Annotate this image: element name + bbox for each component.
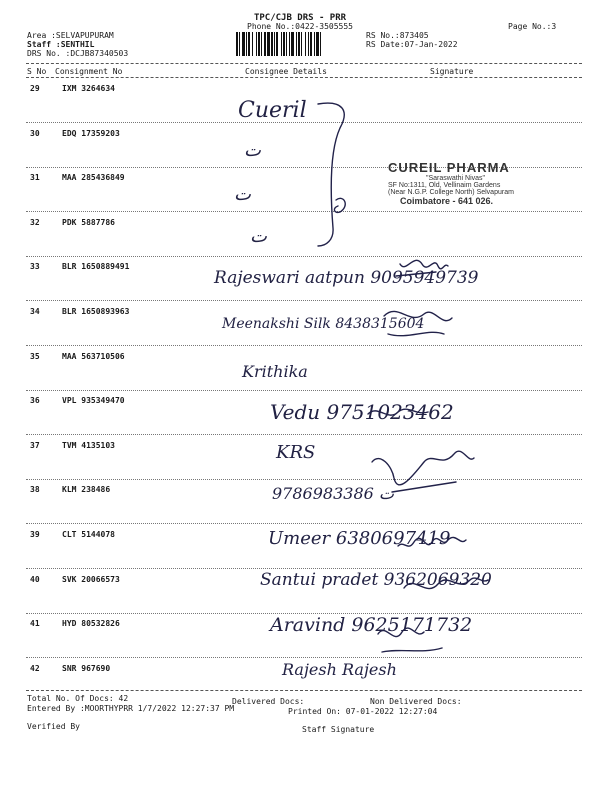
barcode-bar	[246, 32, 247, 56]
rs-date: RS Date:07-Jan-2022	[366, 40, 458, 49]
row-sno: 32	[30, 217, 40, 227]
barcode-bar	[291, 32, 294, 56]
barcode-bar	[256, 32, 257, 56]
barcode-bar	[298, 32, 300, 56]
staff-field: Staff :SENTHIL	[27, 40, 95, 49]
row-sno: 35	[30, 351, 40, 361]
row-divider	[26, 300, 582, 301]
barcode-bar	[283, 32, 285, 56]
barcode-bar	[289, 32, 290, 56]
barcode-image	[236, 32, 360, 56]
row-consignment: HYD 80532826	[62, 619, 120, 629]
handwritten-consignee: Cueril	[238, 98, 307, 123]
handwritten-consignee: Krithika	[242, 362, 308, 381]
barcode-bar	[276, 32, 278, 56]
stamp-line: Coimbatore - 641 026.	[400, 196, 494, 206]
row-consignment: IXM 3264634	[62, 84, 115, 93]
row-consignment: VPL 935349470	[62, 396, 125, 406]
stamp-company-name: CUREIL PHARMA	[388, 160, 510, 175]
row-consignment: SVK 20066573	[62, 574, 120, 584]
row-sno: 29	[30, 84, 40, 93]
barcode-bar	[308, 32, 309, 56]
barcode-bar	[271, 32, 273, 56]
report-title: TPC/CJB DRS - PRR	[253, 13, 347, 23]
row-sno: 41	[30, 619, 40, 629]
printed-on: Printed On: 07-01-2022 12:27:04	[288, 707, 438, 716]
row-consignment: SNR 967690	[62, 663, 111, 673]
row-sno: 36	[30, 396, 40, 406]
row-divider	[26, 256, 582, 257]
col-header-consignment: Consignment No	[55, 67, 123, 76]
row-divider	[26, 568, 582, 569]
row-divider	[26, 345, 582, 346]
row-divider	[26, 657, 582, 658]
area-field: Area :SELVAPUPURAM	[27, 31, 114, 40]
barcode-bar	[296, 32, 297, 56]
handwritten-consignee: Santui pradet 9362069320	[260, 570, 492, 590]
barcode-bar	[264, 32, 266, 56]
row-divider	[26, 390, 582, 391]
row-consignment: KLM 238486	[62, 485, 111, 495]
barcode-bar	[305, 32, 306, 56]
barcode-bar	[314, 32, 315, 56]
row-consignment: PDK 5887786	[62, 217, 115, 227]
handwritten-consignee: Meenakshi Silk 8438315604	[222, 316, 425, 332]
header-divider-bottom	[26, 77, 582, 78]
barcode-bar	[242, 32, 245, 56]
stamp-line: SF No:1311, Old, Vellinaim Gardens	[388, 182, 501, 189]
barcode-bar	[248, 32, 250, 56]
row-consignment: EDQ 17359203	[62, 128, 120, 138]
handwritten-consignee: ت 9786983386	[272, 484, 394, 503]
row-consignment: MAA 285436849	[62, 173, 125, 183]
barcode-bar	[320, 32, 321, 56]
barcode-bar	[261, 32, 262, 56]
barcode-bar	[281, 32, 282, 56]
rs-number: RS No.:873405	[366, 31, 429, 40]
stamp-line: (Near N.G.P. College North) Selvapuram	[388, 189, 514, 196]
stamp-line: "Saraswathi Nivas"	[426, 175, 486, 182]
barcode-bar	[267, 32, 270, 56]
company-stamp	[388, 160, 558, 238]
handwritten-consignee: Aravind 9625171732	[270, 614, 473, 636]
barcode-bar	[252, 32, 253, 56]
row-sno: 33	[30, 262, 40, 272]
barcode-bar	[286, 32, 287, 56]
handwritten-consignee: ت	[250, 226, 267, 247]
handwritten-consignee: Rajesh Rajesh	[282, 660, 397, 679]
barcode-bar	[236, 32, 238, 56]
row-consignment: BLR 1650893963	[62, 307, 130, 316]
total-docs: Total No. Of Docs: 42	[27, 694, 129, 703]
row-consignment: TVM 4135103	[62, 440, 115, 450]
verified-by: Verified By	[27, 722, 80, 731]
row-sno: 39	[30, 530, 40, 539]
row-sno: 40	[30, 574, 40, 584]
page-number: Page No.:3	[508, 22, 557, 31]
barcode-bar	[316, 32, 319, 56]
row-consignment: MAA 563710506	[62, 351, 125, 361]
handwritten-consignee: Umeer 6380697419	[268, 528, 451, 549]
entered-by: Entered By :MOORTHYPRR 1/7/2022 12:27:37 PM	[27, 704, 235, 713]
col-header-signature: Signature	[430, 67, 474, 76]
col-header-consignee: Consignee Details	[245, 67, 327, 76]
barcode-bar	[239, 32, 240, 56]
row-sno: 34	[30, 307, 40, 316]
delivered-docs: Delivered Docs:	[232, 697, 305, 706]
handwritten-consignee: KRS	[276, 442, 316, 463]
non-delivered-docs: Non Delivered Docs:	[370, 697, 462, 706]
handwritten-consignee: Vedu 9751023462	[270, 400, 454, 424]
col-header-sno: S No	[27, 67, 47, 76]
handwritten-consignee: Rajeswari aatpun 9095949739	[214, 268, 479, 288]
header-divider-top	[26, 63, 582, 64]
staff-signature-label: Staff Signature	[302, 725, 375, 734]
barcode-bar	[310, 32, 312, 56]
row-sno: 31	[30, 173, 40, 183]
handwritten-consignee: ت	[234, 184, 251, 205]
footer-divider	[26, 690, 582, 691]
barcode-bar	[258, 32, 260, 56]
phone-number: Phone No.:0422-3505555	[247, 22, 353, 31]
row-sno: 37	[30, 440, 40, 450]
row-divider	[26, 434, 582, 435]
row-sno: 30	[30, 128, 40, 138]
barcode-bar	[301, 32, 302, 56]
row-divider	[26, 479, 582, 480]
row-consignment: CLT 5144078	[62, 530, 115, 539]
row-sno: 42	[30, 663, 40, 673]
row-divider	[26, 523, 582, 524]
barcode-bar	[274, 32, 275, 56]
row-sno: 38	[30, 485, 40, 495]
row-consignment: BLR 1650889491	[62, 262, 130, 272]
handwritten-consignee: ت	[244, 140, 261, 161]
drs-number: DRS No. :DCJB87340503	[27, 49, 129, 58]
